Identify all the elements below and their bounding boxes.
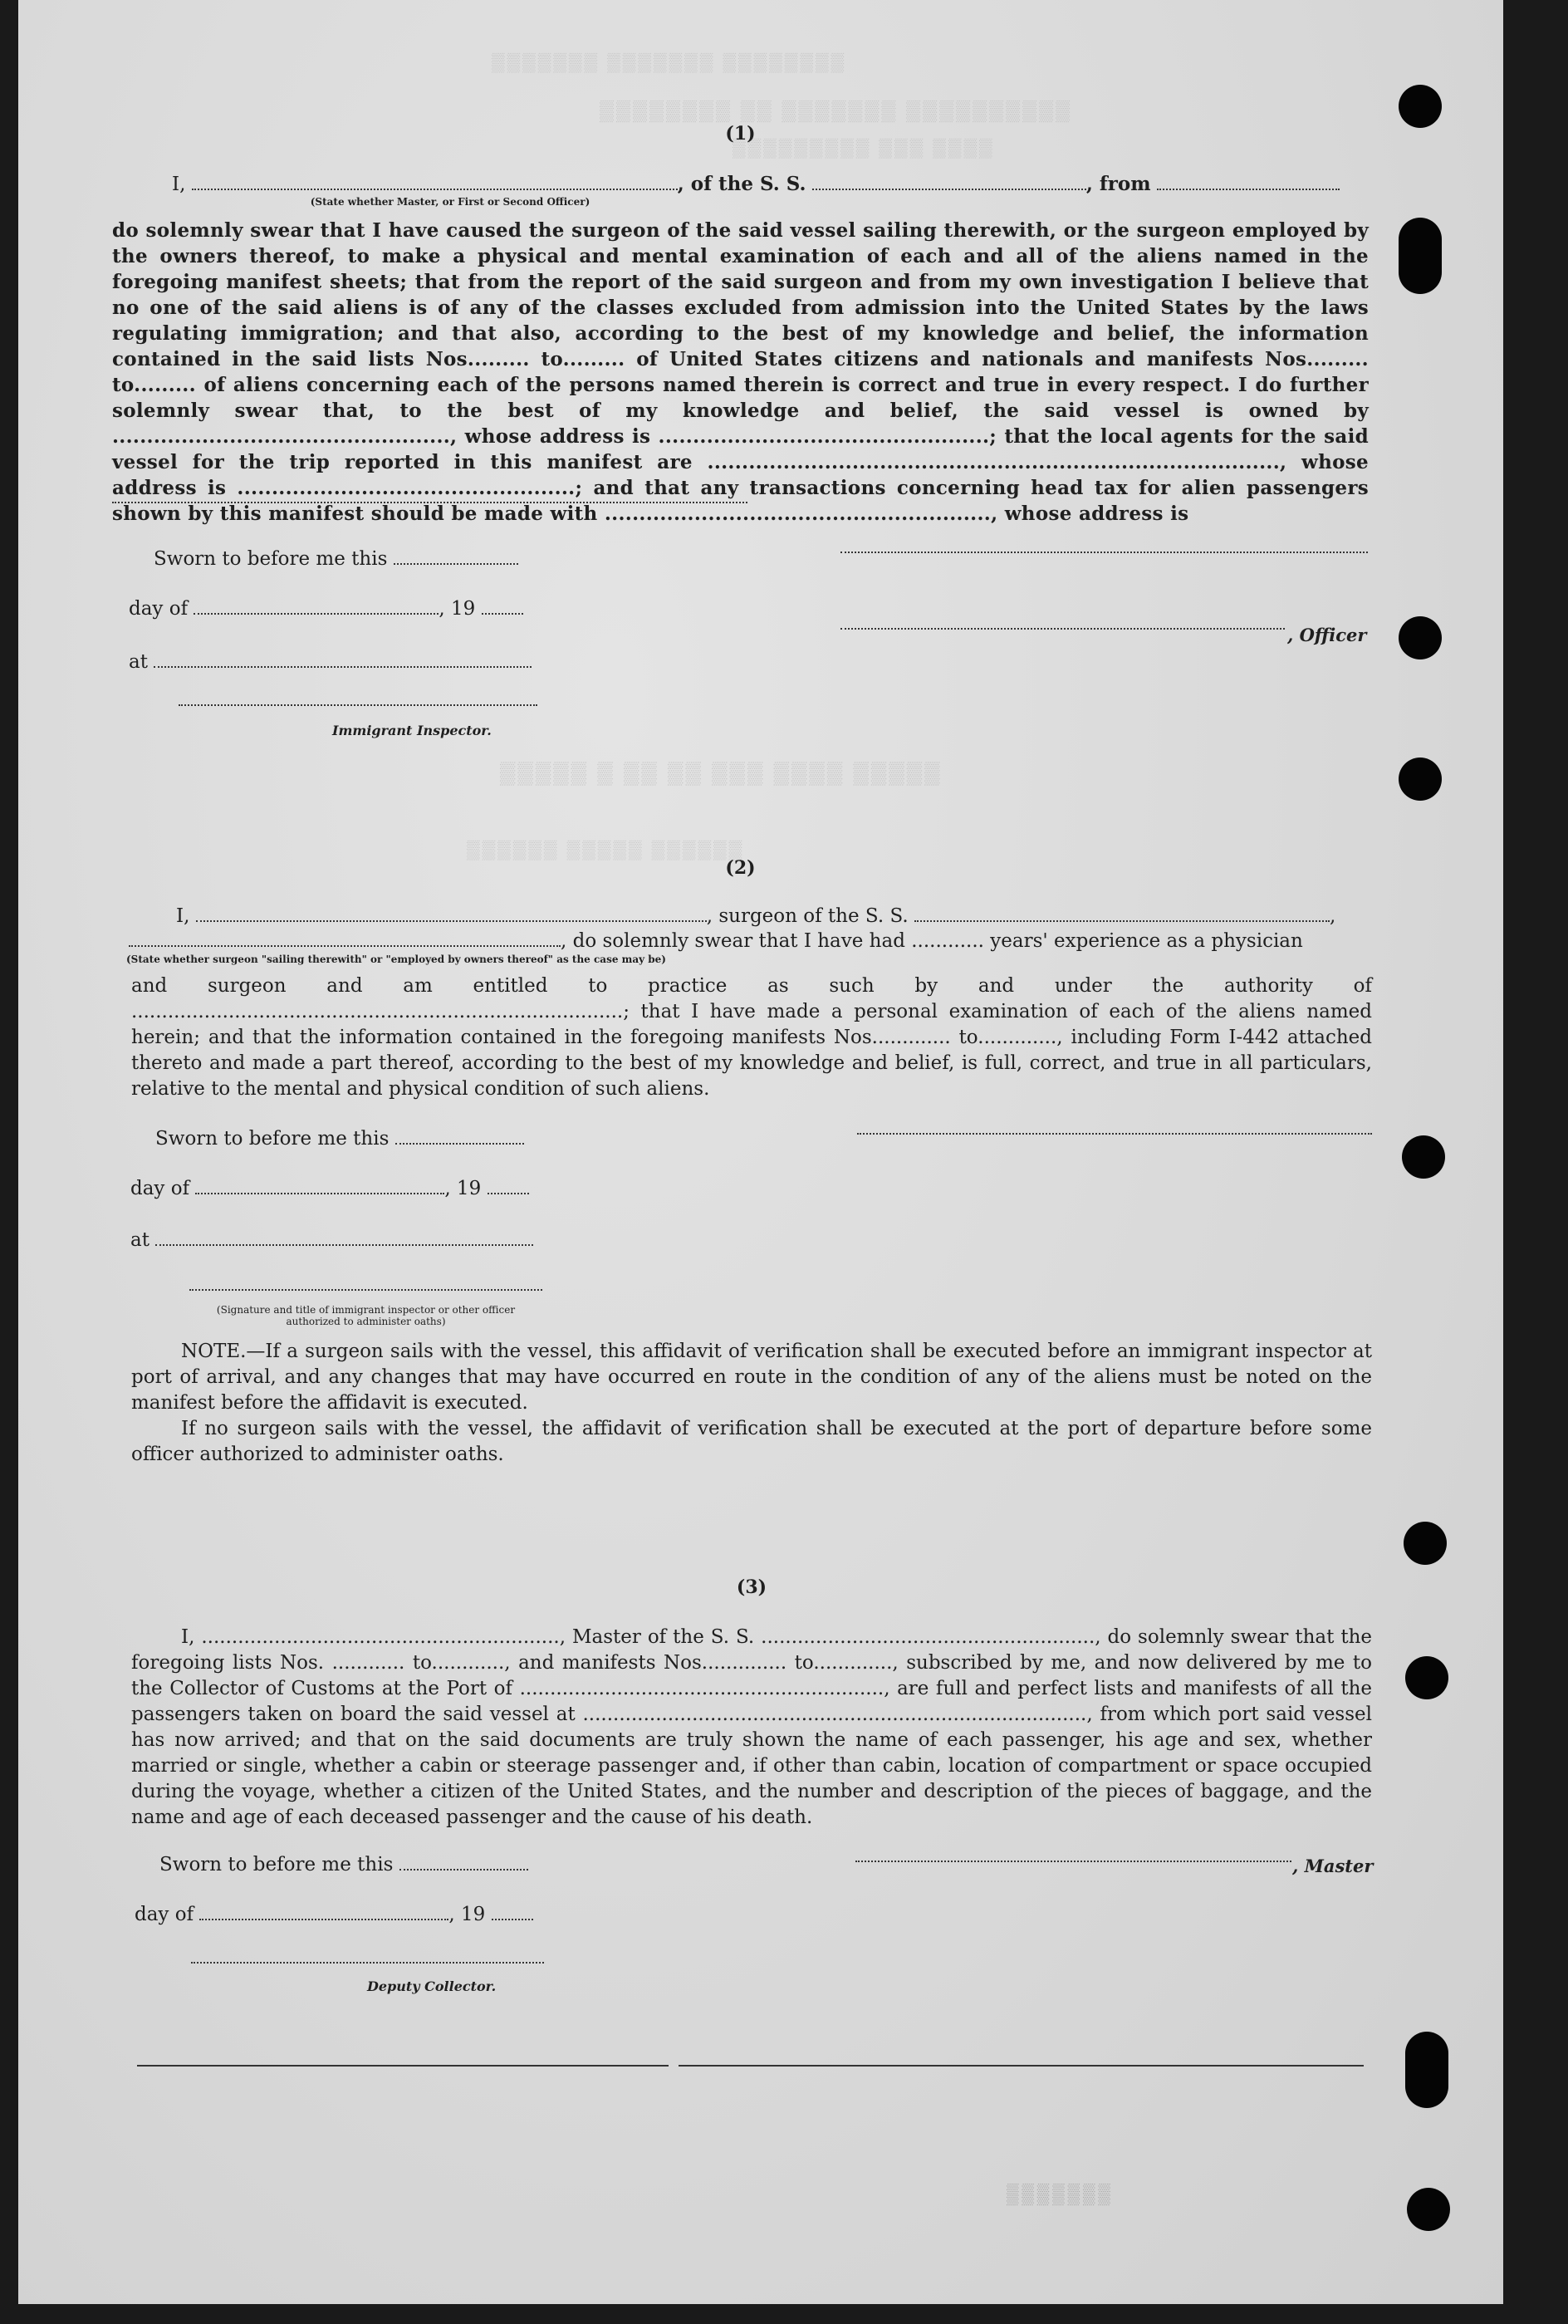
- from-label: , from: [1085, 173, 1151, 195]
- section3-body: I, ..........................................................., Master of the S. S. ......................................................., do solemnly swear that the foregoing lists Nos. ............ to............, and manifests Nos.............. to............., subscribed by me, and now delivered by me to the Collector of Customs at the Port of ............................................................, are full and perfect lists and manifests of all the passengers taken on board the said vessel at ..................................................................................., from which port said vessel has now arrived; and that on the said documents are truly shown the name of each passenger, his age and sex, whether married or single, whether a cabin or steerage passenger and, if other than cabin, location of compartment or space occupied during the voyage, whether a citizen of the United States, and the number and description of the pieces of baggage, and the name and age of each deceased passenger and the cause of his death.: [131, 1626, 1372, 1828]
- day-of-field-3[interactable]: [199, 1905, 448, 1920]
- sworn-date-field-3[interactable]: [399, 1856, 528, 1870]
- bottom-rule-right: [679, 2065, 1364, 2067]
- signature-caption: (Signature and title of immigrant inspector or other officer authorized to administer oaths): [216, 1304, 516, 1327]
- deputy-collector-label: Deputy Collector.: [367, 1978, 497, 1994]
- document-page: [18, 0, 1503, 2304]
- punch-hole: [1399, 758, 1442, 801]
- section2-dayof: day of , 19: [130, 1178, 529, 1199]
- master-caption: (State whether Master, or First or Second Officer): [310, 196, 590, 208]
- at-place-field[interactable]: [154, 653, 532, 668]
- note-paragraph-1: NOTE.—If a surgeon sails with the vessel, this affidavit of verification shall be executed before an immigrant inspector at port of arrival, and any changes that may have occurred en route in the condition of any of the aliens must be noted on the manifest before the affidavit is executed.: [131, 1341, 1372, 1414]
- sworn-date-field[interactable]: [394, 550, 518, 565]
- punch-hole: [1402, 1135, 1445, 1179]
- sworn-date-field-2[interactable]: [395, 1130, 524, 1145]
- inspector-signature-line-2[interactable]: [189, 1289, 542, 1291]
- section1-number: (1): [725, 123, 756, 145]
- section1-dayof: day of , 19: [129, 598, 523, 620]
- punch-hole: [1405, 1656, 1448, 1699]
- inspector-signature-line[interactable]: [179, 704, 537, 706]
- punch-hole: [1399, 85, 1442, 128]
- punch-hole: [1404, 1522, 1447, 1565]
- officer-signature-line-2[interactable]: [840, 628, 1285, 630]
- vessel-name-field[interactable]: [812, 175, 1086, 190]
- section2-sworn: Sworn to before me this: [155, 1128, 524, 1150]
- punch-hole: [1407, 2188, 1450, 2231]
- year-field-2[interactable]: [488, 1179, 529, 1194]
- note-paragraph-2: If no surgeon sails with the vessel, the affidavit of verification shall be executed at the port of departure before some officer authorized to administer oaths.: [131, 1418, 1372, 1465]
- bleed-through-header: ▒▒▒▒▒▒▒▒ ▒▒ ▒▒▒▒▒▒▒ ▒▒▒▒▒▒▒▒▒▒: [600, 100, 1073, 122]
- surgeon-type-field[interactable]: [129, 932, 561, 947]
- departure-port-field[interactable]: [1157, 175, 1340, 190]
- head-tax-address-field[interactable]: [112, 502, 747, 503]
- section3-dayof: day of , 19: [135, 1904, 533, 1925]
- bleed-through-middle: ▒▒▒▒▒▒ ▒▒▒▒▒ ▒▒▒▒▒▒: [467, 839, 745, 860]
- section1-master-line: [172, 173, 1340, 195]
- i-label: I,: [172, 174, 186, 195]
- section2-surgeon-line: I, , surgeon of the S. S. ,: [176, 905, 1336, 927]
- officer-signature-line-1[interactable]: [840, 552, 1368, 553]
- year-field-3[interactable]: [492, 1905, 533, 1920]
- master-signature-line[interactable]: [855, 1861, 1291, 1862]
- at-place-field-2[interactable]: [155, 1231, 533, 1246]
- day-of-field-2[interactable]: [195, 1179, 444, 1194]
- surgeon-name-field[interactable]: [196, 907, 707, 922]
- punch-hole: [1399, 616, 1442, 659]
- section2-at: at: [130, 1229, 533, 1251]
- bleed-through-stamp: ▒▒▒▒▒▒▒: [1007, 2184, 1114, 2207]
- master-name-field[interactable]: [192, 175, 678, 190]
- year-field[interactable]: [482, 600, 523, 615]
- section2-experience-line: , do solemnly swear that I have had ............ years' experience as a physician: [129, 930, 1303, 952]
- officer-label: , Officer: [1287, 625, 1367, 645]
- master-label: , Master: [1292, 1856, 1374, 1876]
- section1-at: at: [129, 651, 532, 673]
- surgeon-vessel-field[interactable]: [914, 907, 1330, 922]
- punch-hole: [1405, 2032, 1448, 2108]
- surgeon-signature-line[interactable]: [857, 1133, 1372, 1135]
- day-of-field[interactable]: [194, 600, 439, 615]
- section3-sworn: Sworn to before me this: [159, 1854, 528, 1875]
- bleed-through-header: ▒▒▒▒▒▒▒ ▒▒▒▒▒▒▒ ▒▒▒▒▒▒▒▒: [492, 51, 847, 72]
- section2-body: and surgeon and am entitled to practice as such by and under the authority of .................................................................................; that I have made a personal examination of each of the aliens named herein; and that the information contained in the foregoing manifests Nos............. to............., including Form I-442 attached thereto and made a part thereof, according to the best of my knowledge and belief, is full, correct, and true in all particulars, relative to the mental and physical condition of such aliens.: [131, 975, 1372, 1100]
- bottom-rule-left: [137, 2065, 669, 2067]
- surgeon-type-caption: (State whether surgeon "sailing therewith" or "employed by owners thereof" as the case may be): [126, 954, 666, 965]
- collector-signature-line[interactable]: [191, 1962, 544, 1964]
- bleed-through-middle: ▒▒▒▒▒ ▒ ▒▒ ▒▒ ▒▒▒ ▒▒▒▒ ▒▒▒▒▒: [500, 760, 943, 785]
- immigrant-inspector-label: Immigrant Inspector.: [332, 723, 492, 738]
- punch-hole: [1399, 218, 1442, 294]
- section3-number: (3): [736, 1576, 767, 1598]
- bleed-through-header: ▒▒▒▒▒▒▒▒▒ ▒▒▒ ▒▒▒▒: [733, 137, 995, 158]
- section2-number: (2): [725, 857, 756, 879]
- section1-body: do solemnly swear that I have caused the surgeon of the said vessel sailing therewith, or the surgeon employed by the owners thereof, to make a physical and mental examination of each and all of the aliens named in the foregoing manifest sheets; that from the report of the said surgeon and from my own investigation I believe that no one of the said aliens is of any of the classes excluded from admission into the United States by the laws regulating immigration; and that also, according to the best of my knowledge and belief, the information contained in the said lists Nos......... to......... of United States citizens and nationals and manifests Nos......... to......... of aliens concerning each of the persons named therein is correct and true in every respect. I do further solemnly swear that, to the best of my knowledge and belief, the said vessel is owned by ................................................., whose address is ................................................; that the local agents for the said vessel for the trip reported in this manifest are ..................................................................................., whose address is .................................................; and that any transactions concerning head tax for alien passengers shown by this manifest should be made with ........................................................, whose address is: [112, 219, 1369, 525]
- section1-sworn: Sworn to before me this: [154, 548, 518, 570]
- of-the-ss-label: , of the S. S.: [677, 173, 806, 195]
